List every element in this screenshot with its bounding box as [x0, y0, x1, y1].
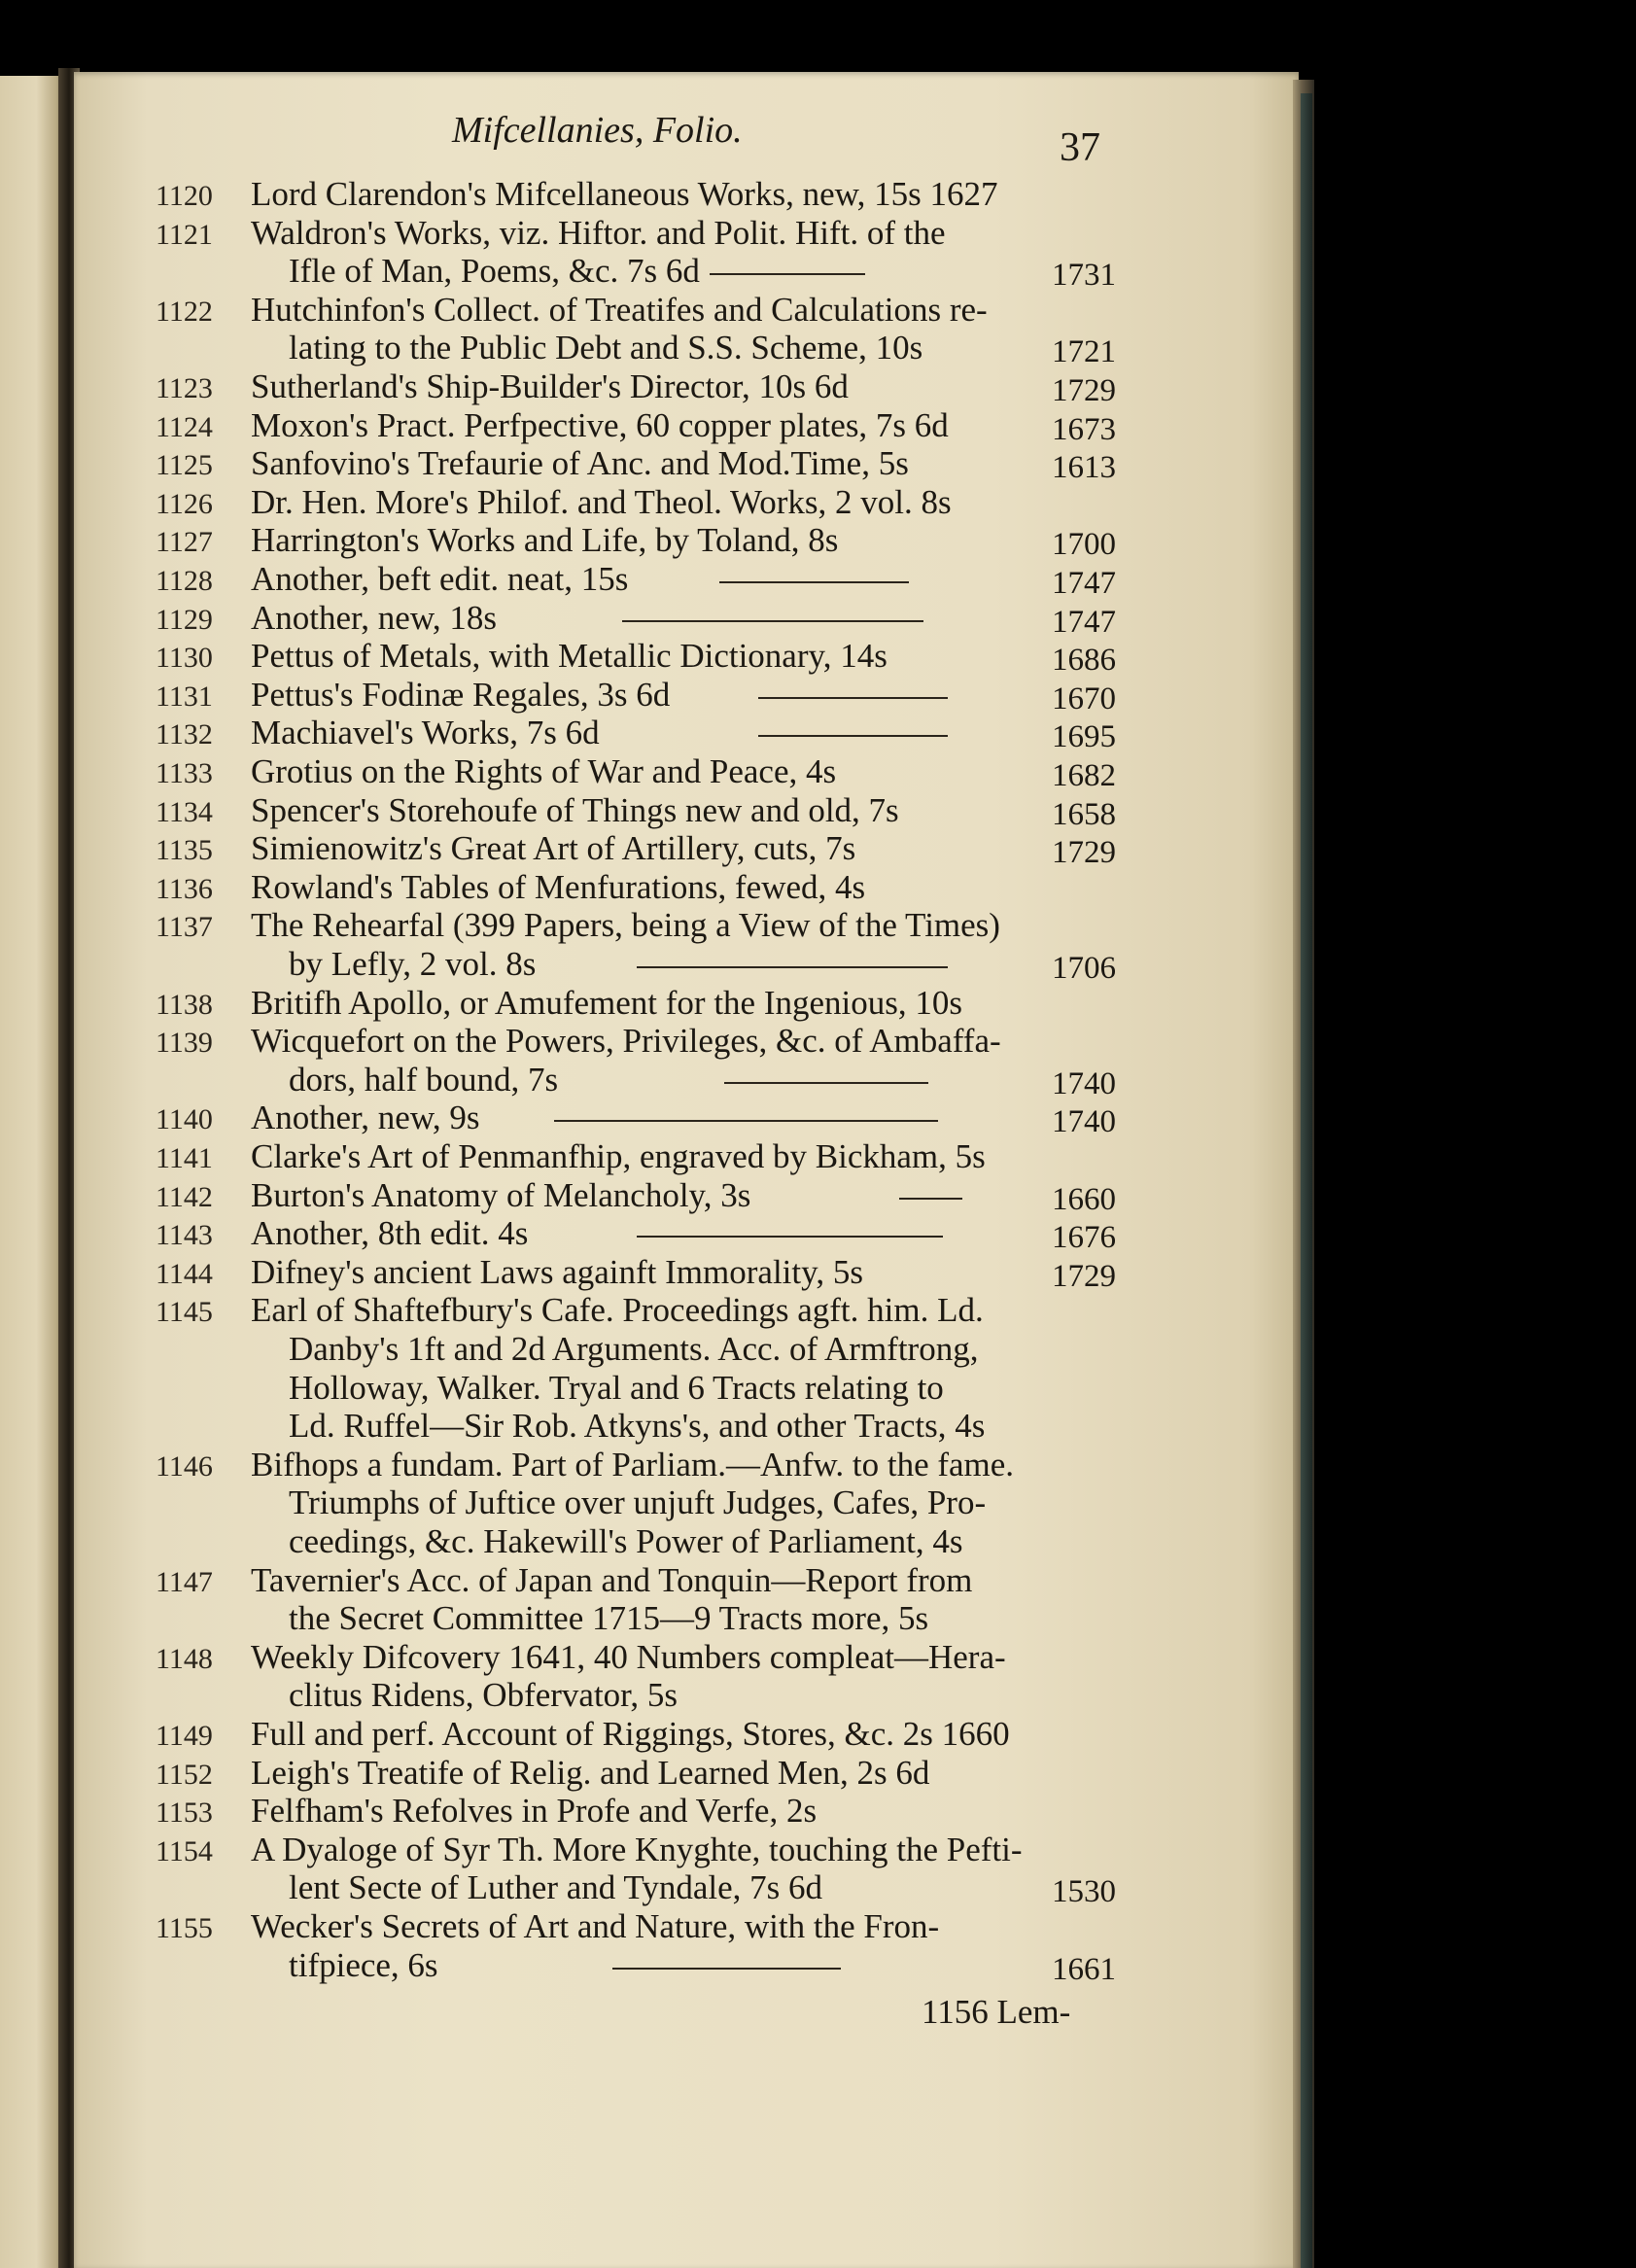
entry-number: 1122: [156, 295, 213, 328]
entry-text-line: Another, 8th edit. 4s: [251, 1214, 529, 1253]
entry-text-line: Earl of Shaftefbury's Cafe. Proceedings agft. him. Ld.: [251, 1291, 984, 1330]
entry-text-line: dors, half bound, 7s: [289, 1060, 559, 1099]
entry-number: 1155: [156, 1912, 213, 1944]
entry-number: 1152: [156, 1758, 213, 1791]
entry-number: 1153: [156, 1797, 213, 1830]
entry-text-line: Danby's 1ft and 2d Arguments. Acc. of Armftrong,: [289, 1330, 979, 1368]
entry-text-line: Wicquefort on the Powers, Privileges, &c. of Ambaffa-: [251, 1022, 1001, 1061]
entry-number: 1125: [156, 449, 213, 482]
entry-year: 1530: [1052, 1874, 1116, 1910]
entry-number: 1136: [156, 872, 213, 905]
entry-year: 1747: [1052, 566, 1116, 601]
entry-text-line: Weekly Difcovery 1641, 40 Numbers compleat—Hera-: [251, 1637, 1006, 1676]
entry-year: 1729: [1052, 373, 1116, 408]
entry-number: 1126: [156, 487, 213, 520]
dash-rule: [758, 735, 948, 737]
entry-number: 1148: [156, 1642, 213, 1675]
running-head: Mifcellanies, Folio.: [452, 110, 743, 151]
entry-number: 1141: [156, 1142, 213, 1174]
entry-number: 1138: [156, 988, 213, 1021]
dash-rule: [637, 966, 948, 968]
entry-year: 1686: [1052, 643, 1116, 679]
entry-text-line: Machiavel's Works, 7s 6d: [251, 714, 600, 752]
entry-text-line: Sanfovino's Trefaurie of Anc. and Mod.Time, 5s: [251, 444, 909, 483]
entry-text-line: Dr. Hen. More's Philof. and Theol. Works, 2 vol. 8s: [251, 482, 952, 521]
entry-number: 1123: [156, 372, 213, 404]
entry-text-line: Another, new, 18s: [251, 598, 497, 637]
entry-text-line: by Lefly, 2 vol. 8s: [289, 945, 537, 983]
entry-year: 1660: [1052, 1181, 1116, 1217]
entry-year: 1682: [1052, 758, 1116, 793]
entry-text-line: Burton's Anatomy of Melancholy, 3s: [251, 1175, 751, 1214]
entry-number: 1149: [156, 1720, 213, 1752]
entry-text-line: Simienowitz's Great Art of Artillery, cuts, 7s: [251, 829, 856, 868]
facing-page-edge: [0, 76, 66, 2268]
entry-text-line: Grotius on the Rights of War and Peace, 4s: [251, 752, 837, 790]
entry-number: 1129: [156, 603, 213, 636]
entry-year: 1740: [1052, 1065, 1116, 1101]
entry-year: 1747: [1052, 604, 1116, 640]
entry-text-line: Sutherland's Ship-Builder's Director, 10s 6d: [251, 367, 849, 405]
entry-number: 1128: [156, 565, 213, 597]
entry-number: 1135: [156, 834, 213, 867]
entry-text-line: Pettus's Fodinæ Regales, 3s 6d: [251, 675, 671, 714]
entry-text-line: Spencer's Storehoufe of Things new and old, 7s: [251, 790, 899, 829]
entry-year: 1721: [1052, 334, 1116, 370]
entry-year: 1676: [1052, 1220, 1116, 1256]
entry-text-line: Moxon's Pract. Perfpective, 60 copper plates, 7s 6d: [251, 405, 949, 444]
entry-year: 1740: [1052, 1104, 1116, 1140]
entry-text-line: lating to the Public Debt and S.S. Scheme, 10s: [289, 329, 923, 367]
entry-year: 1729: [1052, 1258, 1116, 1294]
entry-text-line: clitus Ridens, Obfervator, 5s: [289, 1676, 679, 1715]
entry-number: 1137: [156, 911, 213, 944]
entry-number: 1120: [156, 180, 213, 212]
entry-text-line: Triumphs of Juftice over unjuft Judges, Cafes, Pro-: [289, 1483, 987, 1522]
dash-rule: [899, 1198, 962, 1200]
dash-rule: [637, 1236, 943, 1238]
entry-number: 1144: [156, 1257, 213, 1290]
entry-number: 1139: [156, 1027, 213, 1060]
entry-number: 1131: [156, 680, 213, 713]
entry-year: 1731: [1052, 258, 1116, 294]
entry-text-line: Rowland's Tables of Menfurations, fewed, 4s: [251, 867, 866, 906]
entry-year: 1673: [1052, 411, 1116, 447]
entry-text-line: Full and perf. Account of Riggings, Stores, &c. 2s 1660: [251, 1715, 1010, 1753]
entry-text-line: Leigh's Treatife of Relig. and Learned Men, 2s 6d: [251, 1753, 930, 1792]
dash-rule: [719, 581, 909, 583]
entry-number: 1140: [156, 1103, 213, 1136]
dash-rule: [758, 697, 948, 699]
entry-year: 1706: [1052, 951, 1116, 986]
entry-number: 1132: [156, 718, 213, 751]
dash-rule: [554, 1120, 938, 1122]
entry-year: 1695: [1052, 719, 1116, 755]
entry-text-line: Difney's ancient Laws againft Immorality, 5s: [251, 1252, 863, 1291]
entry-number: 1121: [156, 218, 213, 251]
book-binding: [1301, 93, 1312, 2268]
entry-text-line: Lord Clarendon's Mifcellaneous Works, new, 15s 1627: [251, 175, 998, 213]
entry-year: 1613: [1052, 450, 1116, 486]
entry-number: 1145: [156, 1296, 213, 1329]
entry-text-line: Harrington's Works and Life, by Toland, 8s: [251, 521, 839, 560]
entry-text-line: Ld. Ruffel—Sir Rob. Atkyns's, and other Tracts, 4s: [289, 1407, 986, 1446]
entry-text-line: Bifhops a fundam. Part of Parliam.—Anfw. to the fame.: [251, 1445, 1015, 1483]
entry-number: 1130: [156, 642, 213, 675]
entry-text-line: Felfham's Refolves in Profe and Verfe, 2s: [251, 1792, 818, 1831]
entry-number: 1127: [156, 526, 213, 559]
entry-text-line: Holloway, Walker. Tryal and 6 Tracts relating to: [289, 1368, 944, 1407]
entry-year: 1661: [1052, 1951, 1116, 1987]
entry-text-line: lent Secte of Luther and Tyndale, 7s 6d: [289, 1868, 822, 1907]
dash-rule: [612, 1968, 841, 1970]
entry-text-line: Another, beft edit. neat, 15s: [251, 560, 629, 598]
entry-text-line: Ifle of Man, Poems, &c. 7s 6d: [289, 252, 700, 291]
page-number: 37: [1060, 125, 1100, 170]
entry-text-line: A Dyaloge of Syr Th. More Knyghte, touching the Pefti-: [251, 1830, 1023, 1868]
entry-text-line: the Secret Committee 1715—9 Tracts more, 5s: [289, 1599, 929, 1638]
entry-year: 1670: [1052, 680, 1116, 716]
entry-year: 1700: [1052, 527, 1116, 563]
entry-number: 1134: [156, 795, 213, 828]
entry-text-line: The Rehearfal (399 Papers, being a View of the Times): [251, 906, 1000, 945]
entry-text-line: Waldron's Works, viz. Hiftor. and Polit. Hift. of the: [251, 213, 946, 252]
entry-text-line: ceedings, &c. Hakewill's Power of Parliament, 4s: [289, 1522, 963, 1560]
entry-text-line: Pettus of Metals, with Metallic Dictionary, 14s: [251, 637, 888, 676]
entry-text-line: Another, new, 9s: [251, 1099, 480, 1137]
entry-year: 1658: [1052, 796, 1116, 832]
dash-rule: [724, 1082, 928, 1084]
catchword: 1156 Lem-: [922, 1993, 1071, 2031]
dash-rule: [710, 273, 865, 275]
entry-number: 1147: [156, 1565, 213, 1598]
entry-number: 1133: [156, 757, 213, 789]
entry-text-line: Tavernier's Acc. of Japan and Tonquin—Report from: [251, 1560, 973, 1599]
dash-rule: [622, 620, 923, 622]
entry-number: 1146: [156, 1449, 213, 1483]
entry-text-line: Hutchinfon's Collect. of Treatifes and Calculations re-: [251, 290, 988, 329]
entry-number: 1124: [156, 410, 213, 443]
entry-text-line: Britifh Apollo, or Amufement for the Ingenious, 10s: [251, 983, 962, 1022]
entry-text-line: tifpiece, 6s: [289, 1945, 438, 1984]
entry-number: 1143: [156, 1219, 213, 1252]
entry-year: 1729: [1052, 835, 1116, 871]
entry-text-line: Clarke's Art of Penmanfhip, engraved by Bickham, 5s: [251, 1137, 986, 1175]
entry-text-line: Wecker's Secrets of Art and Nature, with the Fron-: [251, 1907, 940, 1945]
entry-number: 1142: [156, 1180, 213, 1213]
entry-number: 1154: [156, 1834, 213, 1867]
